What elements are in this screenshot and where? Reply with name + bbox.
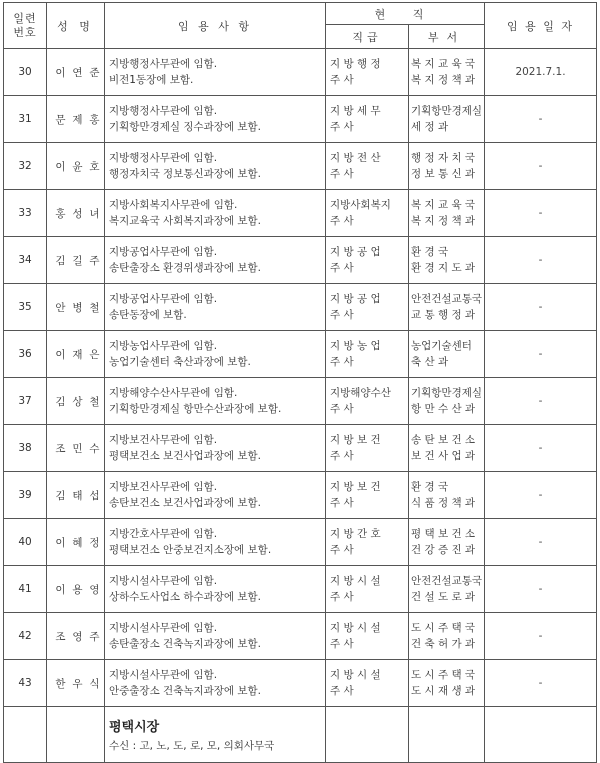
appointment-line: 지방시설사무관에 임함.	[109, 669, 218, 681]
dept-text: 기획항만경제실	[411, 387, 483, 399]
dept-line	[409, 495, 484, 511]
rank-text: 지 방 공 업	[330, 293, 381, 305]
serial-number: 35	[4, 284, 47, 331]
name-char: 조	[55, 630, 66, 643]
appointment-details	[105, 519, 326, 566]
dept-line	[409, 260, 484, 276]
assignment-line: 비전1동장에 보함.	[109, 74, 194, 86]
person-name	[47, 143, 105, 190]
dept-text: 복 지 정 책 과	[411, 74, 476, 86]
appointment-line: 지방해양수산사무관에 임함.	[109, 387, 238, 399]
appointment-line: 지방공업사무관에 임함.	[109, 293, 218, 305]
current-rank	[326, 660, 409, 707]
dept-text: 건 강 증 진 과	[411, 544, 476, 556]
appointment-date: -	[485, 96, 597, 143]
rank-line	[326, 354, 408, 370]
assignment-line: 기획항만경제실 항만수산과장에 보함.	[109, 403, 282, 415]
rank-line	[326, 103, 408, 119]
appointment-date: -	[485, 143, 597, 190]
current-department	[409, 378, 485, 425]
serial-number: 36	[4, 331, 47, 378]
dept-text: 복 지 교 육 국	[411, 199, 476, 211]
footer-blank-name	[47, 707, 105, 763]
name-char: 연	[72, 66, 83, 79]
header-appointment: 임 용 사 항	[105, 3, 326, 49]
rank-text: 지 방 간 호	[330, 528, 381, 540]
rank-text: 주 사	[330, 121, 354, 133]
appointment-details	[105, 378, 326, 425]
dept-text: 도 시 주 택 국	[411, 622, 476, 634]
dept-text: 송 탄 보 건 소	[411, 434, 476, 446]
name-char: 이	[55, 536, 66, 549]
footer-blank-number	[4, 707, 47, 763]
appointment-details	[105, 49, 326, 96]
rank-text: 지 방 시 설	[330, 669, 381, 681]
appointment-details	[105, 613, 326, 660]
current-rank	[326, 472, 409, 519]
header-serial-number	[4, 3, 47, 49]
serial-number: 38	[4, 425, 47, 472]
person-name	[47, 237, 105, 284]
table-row	[4, 472, 597, 519]
appointment-date: -	[485, 331, 597, 378]
appointment-details	[105, 331, 326, 378]
rank-line	[326, 636, 408, 652]
current-rank	[326, 566, 409, 613]
current-department	[409, 660, 485, 707]
footer-blank-dept	[409, 707, 485, 763]
name-char: 윤	[72, 160, 83, 173]
appointment-details	[105, 566, 326, 613]
name-char: 병	[72, 301, 83, 314]
rank-text: 지 방 보 건	[330, 481, 381, 493]
dept-line	[409, 354, 484, 370]
assignment-line: 행정자치국 정보통신과장에 보함.	[109, 168, 262, 180]
name-char: 이	[55, 160, 66, 173]
header-name: 성 명	[47, 3, 105, 49]
appointment-details	[105, 237, 326, 284]
header-current-position: 현 직	[326, 3, 485, 25]
rank-line	[326, 119, 408, 135]
dept-line	[409, 244, 484, 260]
table-row	[4, 237, 597, 284]
table-row	[4, 190, 597, 237]
appointment-date: -	[485, 472, 597, 519]
appointment-date: -	[485, 284, 597, 331]
name-char: 정	[89, 536, 100, 549]
name-char: 은	[89, 348, 100, 361]
dept-text: 항 만 수 산 과	[411, 403, 476, 415]
current-rank	[326, 613, 409, 660]
serial-number: 32	[4, 143, 47, 190]
dept-line	[409, 291, 484, 307]
dept-line	[409, 401, 484, 417]
table-row	[4, 331, 597, 378]
current-department	[409, 425, 485, 472]
dept-text: 건 축 허 가 과	[411, 638, 476, 650]
dept-text: 정 보 통 신 과	[411, 168, 476, 180]
rank-line	[326, 667, 408, 683]
appointment-details	[105, 143, 326, 190]
rank-line	[326, 338, 408, 354]
rank-text: 주 사	[330, 685, 354, 697]
dept-text: 건 설 도 로 과	[411, 591, 476, 603]
table-row	[4, 519, 597, 566]
current-rank	[326, 96, 409, 143]
dept-line	[409, 119, 484, 135]
rank-text: 지 방 보 건	[330, 434, 381, 446]
rank-line	[326, 260, 408, 276]
dept-text: 도 시 주 택 국	[411, 669, 476, 681]
appointment-line: 지방농업사무관에 임함.	[109, 340, 218, 352]
name-char: 이	[55, 583, 66, 596]
appointment-line: 지방보건사무관에 임함.	[109, 481, 218, 493]
rank-line	[326, 385, 408, 401]
dept-text: 농업기술센터	[411, 340, 472, 352]
name-char: 한	[55, 677, 66, 690]
person-name	[47, 378, 105, 425]
appointment-date: 2021.7.1.	[485, 49, 597, 96]
name-char: 식	[89, 677, 100, 690]
appointment-date: -	[485, 237, 597, 284]
assignment-line: 복지교육국 사회복지과장에 보함.	[109, 215, 262, 227]
current-department	[409, 613, 485, 660]
name-char: 섭	[89, 489, 100, 502]
name-char: 홍	[55, 207, 66, 220]
rank-line	[326, 589, 408, 605]
name-char: 녀	[89, 207, 100, 220]
rank-text: 주 사	[330, 356, 354, 368]
current-department	[409, 96, 485, 143]
table-row	[4, 566, 597, 613]
rank-text: 지 방 시 설	[330, 622, 381, 634]
name-char: 홍	[89, 113, 100, 126]
name-char: 태	[72, 489, 83, 502]
appointment-line: 지방행정사무관에 임함.	[109, 58, 218, 70]
rank-line	[326, 495, 408, 511]
rank-text: 주 사	[330, 403, 354, 415]
appointment-line: 지방행정사무관에 임함.	[109, 152, 218, 164]
person-name	[47, 96, 105, 143]
dept-line	[409, 526, 484, 542]
name-char: 김	[55, 254, 66, 267]
assignment-line: 송탄출장소 환경위생과장에 보함.	[109, 262, 262, 274]
serial-number: 42	[4, 613, 47, 660]
table-row	[4, 613, 597, 660]
dept-text: 기획항만경제실	[411, 105, 483, 117]
appointment-details	[105, 472, 326, 519]
assignment-line: 평택보건소 보건사업과장에 보함.	[109, 450, 262, 462]
table-row	[4, 660, 597, 707]
dept-line	[409, 72, 484, 88]
current-rank	[326, 190, 409, 237]
city-mayor-title: 평택시장	[109, 720, 160, 735]
appointment-date: -	[485, 378, 597, 425]
rank-line	[326, 291, 408, 307]
name-char: 철	[89, 301, 100, 314]
current-rank	[326, 284, 409, 331]
current-department	[409, 143, 485, 190]
appointment-details	[105, 284, 326, 331]
header-serial-line1: 일련	[13, 11, 37, 25]
rank-line	[326, 166, 408, 182]
appointment-document	[3, 2, 596, 756]
appointment-date: -	[485, 613, 597, 660]
dept-text: 환 경 국	[411, 481, 449, 493]
serial-number: 33	[4, 190, 47, 237]
current-department	[409, 284, 485, 331]
serial-number: 30	[4, 49, 47, 96]
person-name	[47, 284, 105, 331]
rank-text: 지 방 농 업	[330, 340, 381, 352]
rank-line	[326, 542, 408, 558]
dept-line	[409, 589, 484, 605]
dept-text: 환 경 국	[411, 246, 449, 258]
person-name	[47, 331, 105, 378]
dept-line	[409, 150, 484, 166]
current-rank	[326, 143, 409, 190]
name-char: 영	[89, 583, 100, 596]
name-char: 용	[72, 583, 83, 596]
appointment-details	[105, 660, 326, 707]
dept-line	[409, 197, 484, 213]
dept-line	[409, 542, 484, 558]
current-department	[409, 49, 485, 96]
dept-line	[409, 667, 484, 683]
rank-text: 주 사	[330, 168, 354, 180]
dept-text: 환 경 지 도 과	[411, 262, 476, 274]
name-char: 이	[55, 66, 66, 79]
assignment-line: 송탄동장에 보함.	[109, 309, 187, 321]
assignment-line: 평택보건소 안중보건지소장에 보함.	[109, 544, 272, 556]
table-row	[4, 143, 597, 190]
dept-line	[409, 166, 484, 182]
current-department	[409, 519, 485, 566]
dept-text: 복 지 정 책 과	[411, 215, 476, 227]
dept-line	[409, 620, 484, 636]
assignment-line: 송탄출장소 건축녹지과장에 보함.	[109, 638, 262, 650]
name-char: 길	[72, 254, 83, 267]
dept-text: 보 건 사 업 과	[411, 450, 476, 462]
recipients-line: 수신 : 고, 노, 도, 로, 모, 의회사무국	[109, 740, 275, 752]
header-rank: 직급	[326, 25, 409, 49]
assignment-line: 기획항만경제실 징수과장에 보함.	[109, 121, 262, 133]
rank-text: 지 방 행 정	[330, 58, 381, 70]
current-rank	[326, 49, 409, 96]
dept-line	[409, 683, 484, 699]
appointment-details	[105, 96, 326, 143]
name-char: 영	[72, 630, 83, 643]
current-department	[409, 331, 485, 378]
table-row	[4, 96, 597, 143]
dept-text: 세 정 과	[411, 121, 449, 133]
name-char: 주	[89, 254, 100, 267]
rank-text: 지 방 전 산	[330, 152, 381, 164]
person-name	[47, 660, 105, 707]
name-char: 조	[55, 442, 66, 455]
appointment-line: 지방공업사무관에 임함.	[109, 246, 218, 258]
name-char: 재	[72, 348, 83, 361]
appointment-line: 지방시설사무관에 임함.	[109, 622, 218, 634]
rank-line	[326, 448, 408, 464]
person-name	[47, 190, 105, 237]
current-department	[409, 237, 485, 284]
assignment-line: 송탄보건소 보건사업과장에 보함.	[109, 497, 262, 509]
header-appointment-date: 임 용 일 자	[485, 3, 597, 49]
appointment-line: 지방보건사무관에 임함.	[109, 434, 218, 446]
rank-text: 지 방 시 설	[330, 575, 381, 587]
name-char: 김	[55, 395, 66, 408]
rank-line	[326, 307, 408, 323]
rank-line	[326, 479, 408, 495]
name-char: 상	[72, 395, 83, 408]
rank-text: 지방해양수산	[330, 387, 391, 399]
person-name	[47, 613, 105, 660]
rank-line	[326, 401, 408, 417]
assignment-line: 안중출장소 건축녹지과장에 보함.	[109, 685, 262, 697]
appointment-date: -	[485, 660, 597, 707]
rank-text: 주 사	[330, 497, 354, 509]
name-char: 우	[72, 677, 83, 690]
appointment-details	[105, 425, 326, 472]
dept-line	[409, 479, 484, 495]
rank-line	[326, 526, 408, 542]
appointment-date: -	[485, 519, 597, 566]
dept-line	[409, 338, 484, 354]
rank-text: 주 사	[330, 591, 354, 603]
serial-number: 39	[4, 472, 47, 519]
name-char: 이	[55, 348, 66, 361]
dept-line	[409, 432, 484, 448]
dept-line	[409, 573, 484, 589]
header-department: 부서	[409, 25, 485, 49]
rank-line	[326, 573, 408, 589]
person-name	[47, 425, 105, 472]
table-row	[4, 49, 597, 96]
dept-line	[409, 448, 484, 464]
current-rank	[326, 519, 409, 566]
rank-text: 지방사회복지	[330, 199, 391, 211]
rank-line	[326, 72, 408, 88]
header-serial-line2: 번호	[13, 25, 37, 39]
rank-line	[326, 683, 408, 699]
rank-text: 주 사	[330, 215, 354, 227]
serial-number: 41	[4, 566, 47, 613]
serial-number: 34	[4, 237, 47, 284]
person-name	[47, 472, 105, 519]
name-char: 혜	[72, 536, 83, 549]
footer-blank-rank	[326, 707, 409, 763]
current-rank	[326, 378, 409, 425]
dept-text: 평 택 보 건 소	[411, 528, 476, 540]
appointment-table	[3, 2, 597, 763]
appointment-details	[105, 190, 326, 237]
assignment-line: 농업기술센터 축산과장에 보함.	[109, 356, 251, 368]
dept-line	[409, 636, 484, 652]
footer-signature	[105, 707, 326, 763]
appointment-line: 지방행정사무관에 임함.	[109, 105, 218, 117]
rank-text: 주 사	[330, 450, 354, 462]
name-char: 수	[89, 442, 100, 455]
name-char: 호	[89, 160, 100, 173]
dept-text: 교 통 행 정 과	[411, 309, 476, 321]
name-char: 철	[89, 395, 100, 408]
name-char: 성	[72, 207, 83, 220]
table-row	[4, 284, 597, 331]
current-rank	[326, 331, 409, 378]
name-char: 김	[55, 489, 66, 502]
dept-text: 도 시 재 생 과	[411, 685, 476, 697]
dept-text: 안전건설교통국	[411, 293, 483, 305]
rank-text: 지 방 세 무	[330, 105, 381, 117]
rank-line	[326, 213, 408, 229]
appointment-date: -	[485, 190, 597, 237]
current-rank	[326, 425, 409, 472]
rank-line	[326, 150, 408, 166]
appointment-date: -	[485, 425, 597, 472]
dept-text: 복 지 교 육 국	[411, 58, 476, 70]
current-rank	[326, 237, 409, 284]
dept-text: 안전건설교통국	[411, 575, 483, 587]
dept-line	[409, 213, 484, 229]
name-char: 안	[55, 301, 66, 314]
dept-line	[409, 385, 484, 401]
rank-text: 주 사	[330, 638, 354, 650]
appointment-date: -	[485, 566, 597, 613]
appointment-line: 지방시설사무관에 임함.	[109, 575, 218, 587]
serial-number: 37	[4, 378, 47, 425]
rank-line	[326, 244, 408, 260]
dept-text: 행 정 자 치 국	[411, 152, 476, 164]
dept-line	[409, 56, 484, 72]
name-char: 민	[72, 442, 83, 455]
current-department	[409, 566, 485, 613]
appointment-line: 지방사회복지사무관에 임함.	[109, 199, 238, 211]
current-department	[409, 472, 485, 519]
serial-number: 40	[4, 519, 47, 566]
name-char: 제	[72, 113, 83, 126]
dept-text: 축 산 과	[411, 356, 449, 368]
current-department	[409, 190, 485, 237]
footer-blank-date	[485, 707, 597, 763]
rank-line	[326, 620, 408, 636]
rank-text: 지 방 공 업	[330, 246, 381, 258]
dept-text: 식 품 정 책 과	[411, 497, 476, 509]
name-char: 주	[89, 630, 100, 643]
serial-number: 31	[4, 96, 47, 143]
table-row	[4, 425, 597, 472]
dept-line	[409, 307, 484, 323]
person-name	[47, 566, 105, 613]
dept-line	[409, 103, 484, 119]
rank-text: 주 사	[330, 262, 354, 274]
serial-number: 43	[4, 660, 47, 707]
assignment-line: 상하수도사업소 하수과장에 보함.	[109, 591, 262, 603]
appointment-line: 지방간호사무관에 임함.	[109, 528, 218, 540]
person-name	[47, 49, 105, 96]
name-char: 준	[89, 66, 100, 79]
name-char: 문	[55, 113, 66, 126]
table-row	[4, 378, 597, 425]
rank-line	[326, 56, 408, 72]
person-name	[47, 519, 105, 566]
rank-line	[326, 432, 408, 448]
rank-text: 주 사	[330, 309, 354, 321]
rank-text: 주 사	[330, 544, 354, 556]
rank-text: 주 사	[330, 74, 354, 86]
rank-line	[326, 197, 408, 213]
